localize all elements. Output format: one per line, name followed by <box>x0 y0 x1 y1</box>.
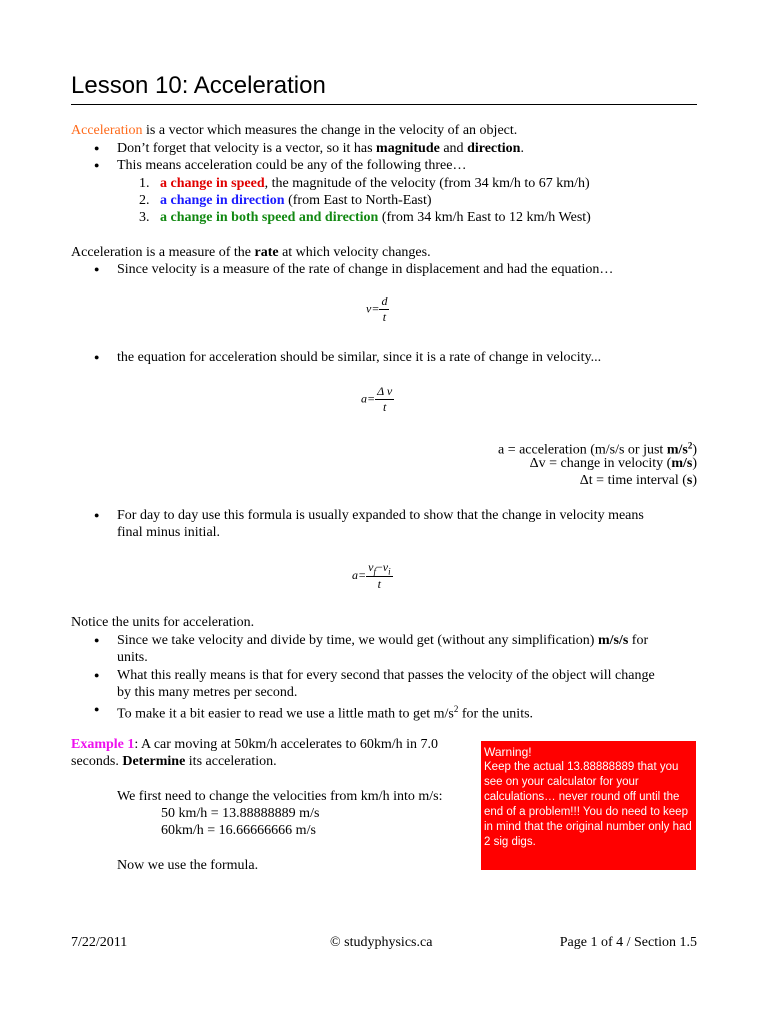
conversion-1: 50 km/h = 13.88888889 m/s <box>161 806 320 821</box>
intro-line <box>71 122 517 139</box>
bullet-text: Since we take velocity and divide by time, we would get (without any simplification) <box>117 633 598 648</box>
rate-bold: rate <box>254 245 279 260</box>
example-text: its acceleration. <box>185 754 277 769</box>
warning-title: Warning! <box>484 745 532 759</box>
equation-velocity <box>366 294 389 325</box>
bullet-text: Don’t forget that velocity is a vector, so it has <box>117 141 377 156</box>
def-text: Δt = time interval ( <box>579 473 687 488</box>
bullet-expanded-line2: final minus initial. <box>117 525 221 540</box>
units-heading: Notice the units for acceleration. <box>71 615 255 630</box>
direction-bold: direction <box>467 141 521 156</box>
change-speed-key: a change in speed <box>160 176 265 191</box>
bullet-text: for the units. <box>458 706 534 722</box>
bullet-units-1 <box>117 632 648 649</box>
footer-page: Page 1 of 4 / Section 1.5 <box>559 935 697 950</box>
bullet-text: To make it a bit easier to read we use a little math to get m/s <box>117 706 454 722</box>
item-text: (from 34 km/h East to 12 km/h West) <box>378 210 591 225</box>
unit-bold: m/s/s <box>597 633 629 648</box>
definition-dv <box>530 455 697 472</box>
intro-text: is a vector which measures the change in the velocity of an object. <box>142 123 518 138</box>
example-label: Example 1 <box>71 737 135 752</box>
eq-lhs: a= <box>352 567 367 582</box>
def-text: ) <box>692 473 697 488</box>
bullet-units-2: ● What this really means is that for every second that passes the velocity of the object will change <box>117 667 655 684</box>
rate-text: at which velocity changes. <box>278 245 431 260</box>
bullet-text: for <box>628 633 649 648</box>
eq-denominator: t <box>382 310 387 324</box>
example-text: seconds. <box>71 754 123 769</box>
example-text: : A car moving at 50km/h accelerates to 60km/h in 7.0 <box>134 737 439 752</box>
bullet-units-1-line2: units. <box>117 650 148 665</box>
magnitude-bold: magnitude <box>376 141 440 156</box>
def-unit: s <box>686 473 693 488</box>
item-text: , the magnitude of the velocity (from 34 km/h to 67 km/h) <box>264 176 590 191</box>
change-direction-key: a change in direction <box>160 193 285 208</box>
eq-denominator: t <box>383 400 387 414</box>
eq-lhs: v= <box>366 301 380 316</box>
eq-sub-f: f <box>373 566 376 577</box>
numbered-item-2 <box>139 192 432 209</box>
def-text: ) <box>692 456 697 471</box>
equation-acceleration <box>361 384 394 415</box>
eq-minus: − <box>375 560 383 574</box>
determine-bold: Determine <box>122 754 186 769</box>
eq-var-v: v <box>368 560 374 574</box>
item-number: 3. <box>139 210 150 225</box>
bullet-three: ● This means acceleration could be any of the following three… <box>117 157 467 174</box>
bullet-velocity-equation: ● Since velocity is a measure of the rate of change in displacement and had the equation… <box>117 261 613 278</box>
example-line-1 <box>71 736 438 753</box>
bullet-expanded: ● For day to day use this formula is usually expanded to show that the change in velocity means <box>117 507 644 524</box>
bullet-acceleration-equation: ● the equation for acceleration should be similar, since it is a rate of change in velocity... <box>117 349 601 366</box>
bullet-units-3 <box>117 701 533 723</box>
eq-var-v: v <box>382 560 389 574</box>
def-unit: m/s <box>671 456 693 471</box>
equation-acceleration-expanded <box>352 560 393 592</box>
bullet-units-2-line2: by this many metres per second. <box>117 685 298 700</box>
item-number: 2. <box>139 193 150 208</box>
item-text: (from East to North-East) <box>284 193 432 208</box>
numbered-item-1 <box>139 175 590 192</box>
rate-line <box>71 244 431 261</box>
bullet-text: and <box>439 141 468 156</box>
acceleration-term: Acceleration <box>71 123 143 138</box>
def-text: a = acceleration (m/s/s or just <box>497 442 667 458</box>
numbered-item-3 <box>139 209 591 226</box>
example-step-1: We first need to change the velocities from km/h into m/s: <box>117 789 443 804</box>
rate-text: Acceleration is a measure of the <box>71 245 255 260</box>
warning-body: Keep the actual 13.88888889 that you see on your calculator for your calculations… never round off until the end of a problem!!! You do need to keep in mind that the original number only had 2 sig digs. <box>484 761 692 848</box>
footer-site: © studyphysics.ca <box>330 935 433 950</box>
change-both-key: a change in both speed and direction <box>160 210 379 225</box>
eq-sub-i: i <box>388 566 391 577</box>
unit-sup: 2 <box>453 704 459 714</box>
conversion-2: 60km/h = 16.66666666 m/s <box>161 823 316 838</box>
footer-date: 7/22/2011 <box>71 935 128 950</box>
def-text: ) <box>692 442 697 458</box>
eq-numerator <box>366 560 392 576</box>
eq-numerator: Δ v <box>377 384 393 398</box>
bullet-text: . <box>520 141 524 156</box>
def-text: Δv = change in velocity ( <box>529 456 672 471</box>
title-rule <box>71 104 697 105</box>
example-line-2 <box>71 753 277 770</box>
def-sup: 2 <box>687 440 693 450</box>
eq-denominator: t <box>377 577 382 592</box>
eq-numerator: d <box>381 294 388 308</box>
def-unit: m/s <box>666 442 688 458</box>
warning-box <box>481 741 696 870</box>
example-step-2: Now we use the formula. <box>117 858 259 873</box>
item-number: 1. <box>139 176 150 191</box>
bullet-vector <box>117 140 524 157</box>
page-title: Lesson 10: Acceleration <box>71 72 326 99</box>
definition-dt <box>580 472 697 489</box>
eq-lhs: a= <box>361 391 376 406</box>
